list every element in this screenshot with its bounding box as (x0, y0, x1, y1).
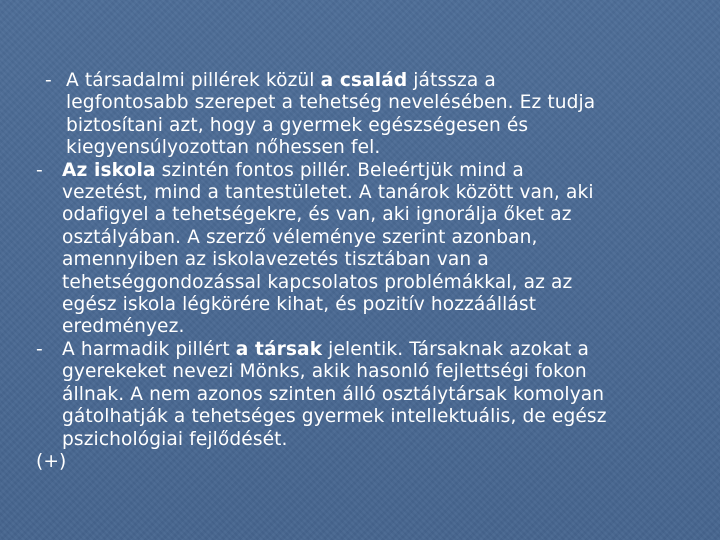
text-line: tehetséggondozással kapcsolatos problémákkal, az az (62, 271, 573, 293)
bold-term: a társak (235, 338, 323, 360)
text-line: eredményez. (62, 316, 185, 338)
bullet-dash: - (36, 159, 43, 181)
text-line: odafigyel a tehetségekre, és van, aki ignorálja őket az (62, 204, 572, 226)
text-line: amennyiben az iskolavezetés tisztában van a (62, 249, 489, 271)
text-line: egész iskola légkörére kihat, és pozitív hozzáállást (62, 294, 537, 316)
text-line: osztályában. A szerző véleménye szerint azonban, (62, 226, 538, 248)
text-line: gyerekeket nevezi Mönks, akik hasonló fejlettségi fokon (62, 361, 587, 383)
paragraph-school (36, 160, 696, 339)
bold-term: a család (320, 70, 408, 91)
bold-term: Az iskola (62, 159, 156, 181)
text-line: pszichológiai fejlődését. (62, 428, 288, 450)
bullet-dash: - (45, 70, 52, 91)
text-line: kiegyensúlyozottan nőhessen fel. (66, 137, 381, 159)
slide-text (36, 70, 696, 473)
text-line: állnak. A nem azonos szinten álló osztálytársak komolyan (62, 383, 605, 405)
text-line: gátolhatják a tehetséges gyermek intellektuális, de egész (62, 406, 607, 428)
text-line: Az iskola szintén fontos pillér. Beleértjük mind a (62, 159, 524, 181)
continuation-marker: (+) (36, 450, 67, 472)
text-line: A társadalmi pillérek közül a család játssza a (66, 70, 496, 91)
text-line: legfontosabb szerepet a tehetség nevelésében. Ez tudja (66, 92, 596, 114)
text-line: vezetést, mind a tantestületet. A tanárok között van, aki (62, 182, 594, 204)
bullet-dash: - (36, 338, 43, 360)
paragraph-family (36, 70, 696, 160)
paragraph-peers (36, 339, 696, 451)
text-line: A harmadik pillért a társak jelentik. Társaknak azokat a (62, 338, 590, 360)
text-line: biztosítani azt, hogy a gyermek egészségesen és (66, 114, 529, 136)
